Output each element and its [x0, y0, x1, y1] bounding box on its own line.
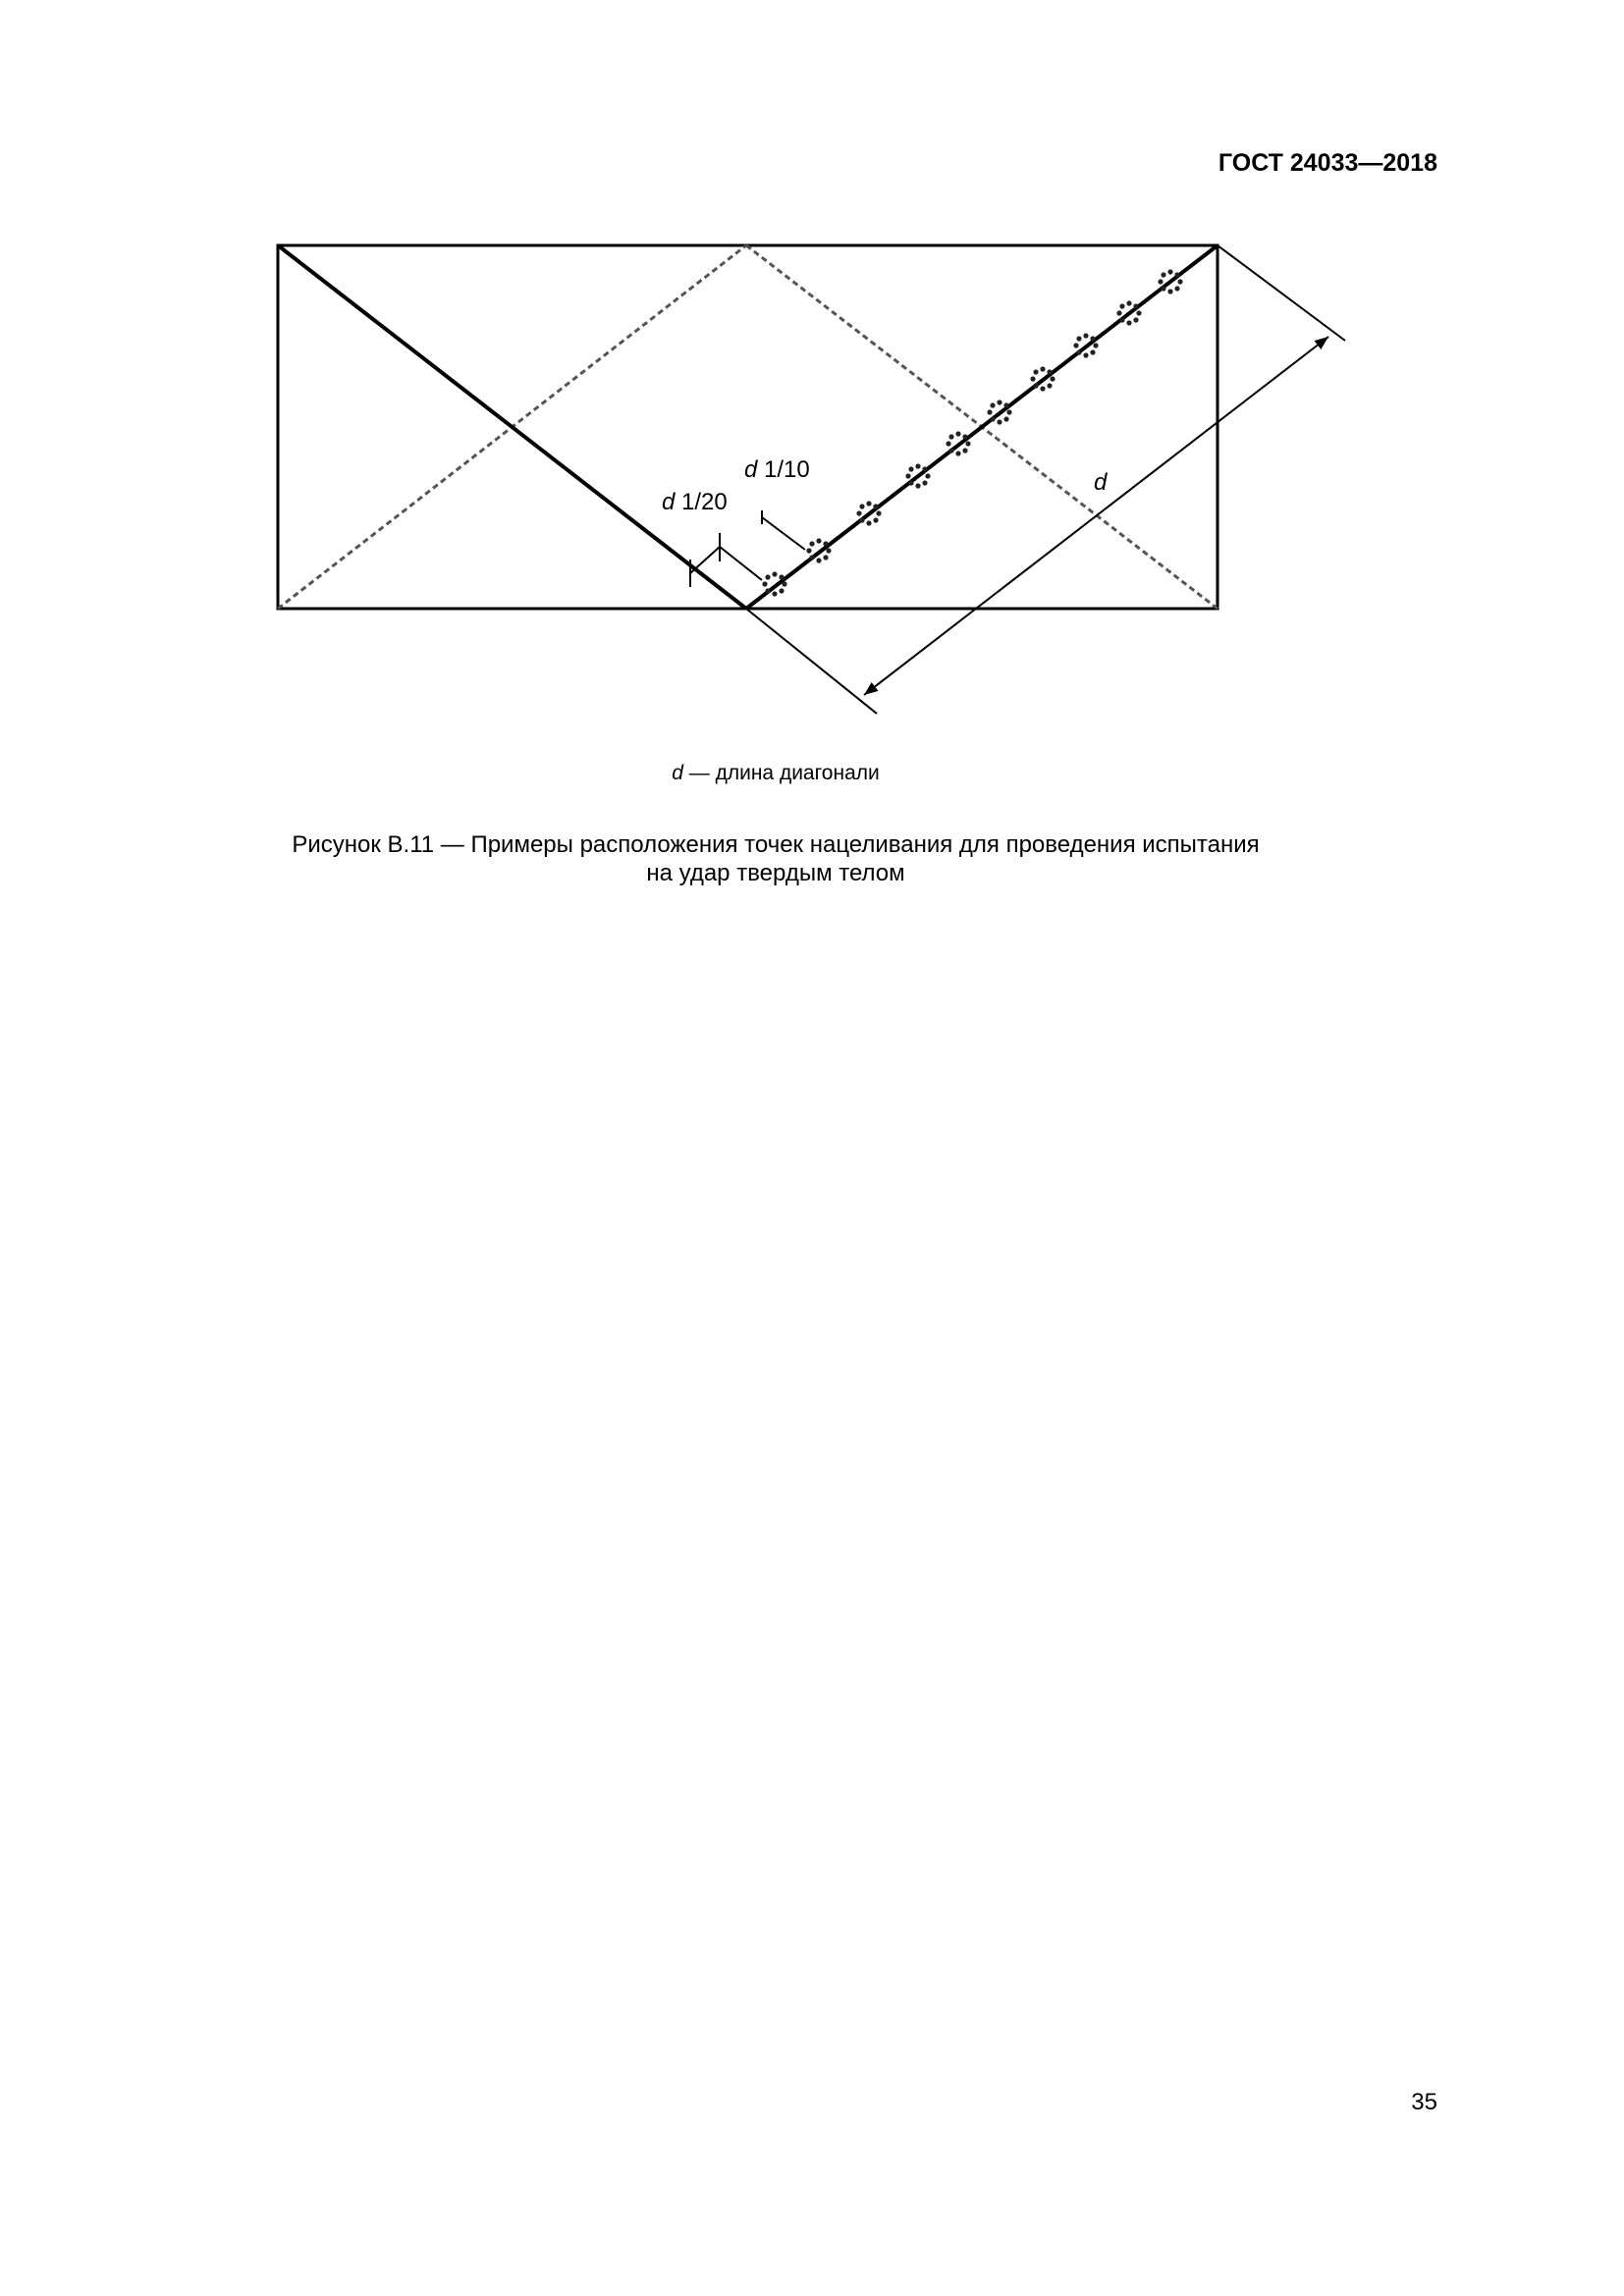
caption-line-1: Рисунок В.11 — Примеры расположения точек нацеливания для проведения испытания	[292, 831, 1260, 858]
solid-diagonals	[278, 245, 1218, 609]
caption-line-2: на удар твердым телом	[646, 860, 905, 886]
label-d-1-20: d 1/20	[662, 489, 728, 515]
figure-legend	[0, 762, 1551, 785]
impact-points-figure	[0, 0, 1624, 746]
figure-caption	[236, 830, 1316, 887]
dashed-diagonals	[278, 245, 1218, 609]
standard-designation: ГОСТ 24033—2018	[1218, 149, 1437, 177]
page-number: 35	[1411, 2089, 1437, 2115]
panel-outline	[278, 245, 1218, 609]
legend-variable: d	[672, 762, 683, 784]
aiming-point	[762, 571, 786, 596]
label-d-1-10: d 1/10	[744, 456, 810, 483]
legend-text: — длина диагонали	[682, 762, 880, 784]
dimension-d	[746, 245, 1345, 714]
label-d: d	[1094, 469, 1108, 496]
